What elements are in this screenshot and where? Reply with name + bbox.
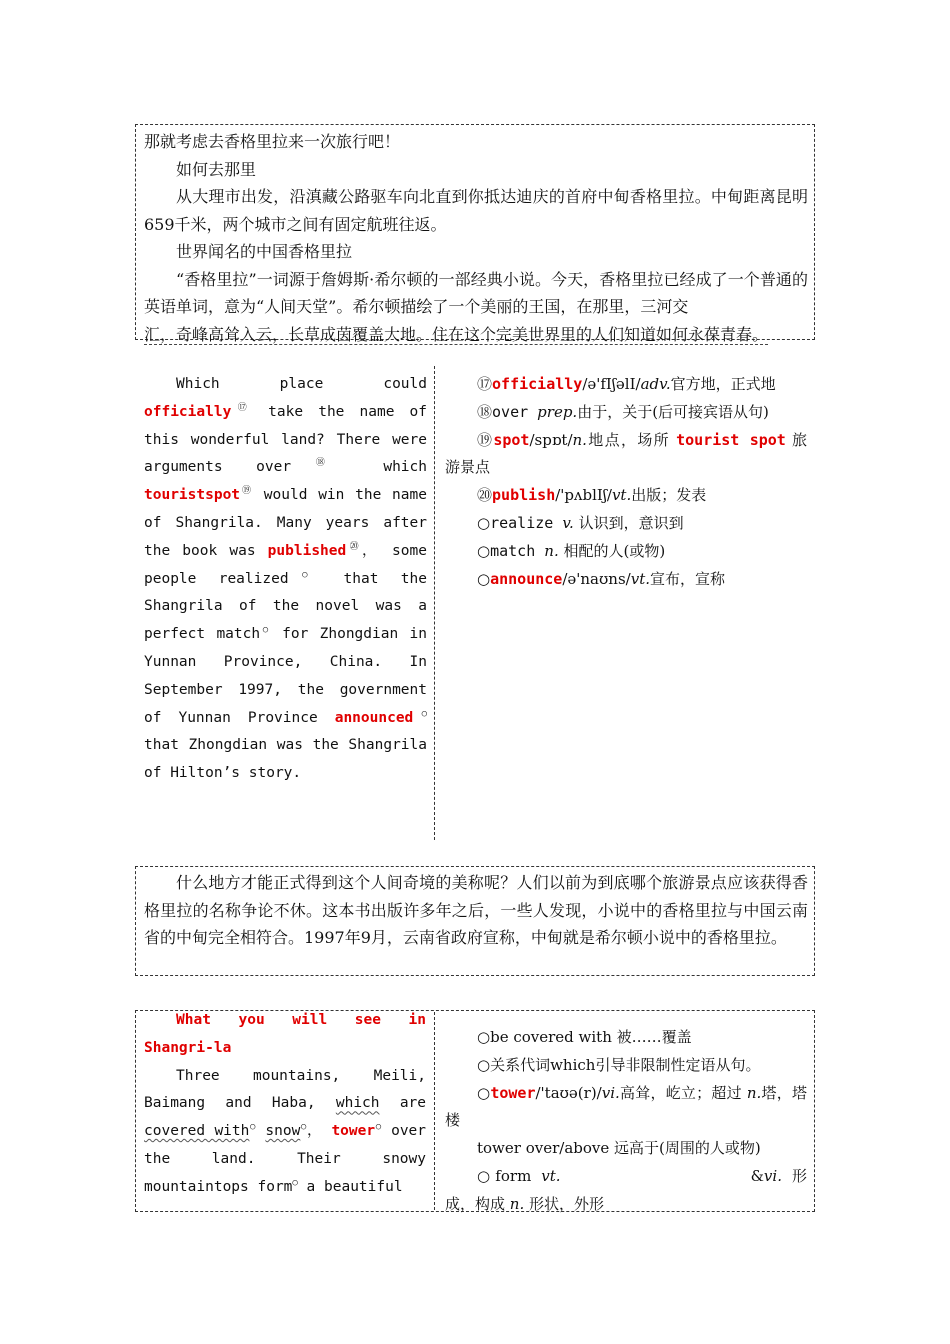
vocabulary-notes-2 — [445, 1024, 807, 1219]
section-heading: What you will see in Shangri-la — [144, 1012, 426, 1056]
note-over: ⑱over prep.由于，关于(后可接宾语从句) — [477, 402, 769, 421]
note-be-covered-with: ○be covered with 被……覆盖 — [477, 1028, 692, 1046]
note-which-clause: ○关系代词which引导非限制性定语从句。 — [477, 1055, 761, 1074]
column-divider — [434, 1012, 435, 1210]
translation-line: 那就考虑去香格里拉来一次旅行吧！ — [144, 132, 401, 151]
vocabulary-notes-1 — [445, 371, 807, 593]
note-tower: ○tower/'taʊə(r)/vi.高耸，屹立；超过 n.塔，塔楼 — [445, 1083, 807, 1130]
note-realize: ○realize v. 认识到，意识到 — [477, 513, 684, 532]
note-publish: ⑳publish/'pʌblIʃ/vt.出版；发表 — [477, 486, 707, 505]
note-announce: ○announce/ə'naʊns/vt.宣布，宣称 — [477, 569, 726, 588]
note-tower-over: tower over/above 远高于(周围的人或物) — [477, 1139, 761, 1158]
note-match: ○match n. 相配的人(或物) — [477, 541, 666, 560]
translation-paragraph-end: 汇，奇峰高耸入云，长草成茵覆盖大地。住在这个完美世界里的人们知道如何永葆青春。 — [144, 324, 769, 344]
english-passage-1: Which place could officially⑰ take the name of this wonderful land? There were arguments over⑱ which touristspot⑲ would win the name of Shangrila. Many years after the book was published⑳， some people realized○ that the Shangrila of the novel was a perfect match○ for Zhongdian in Yunnan Province, China. In September 1997, the government of Yunnan Province announced○ that Zhongdian was the Shangrila of Hilton’s story. — [144, 376, 428, 782]
keyword-announced: announced — [334, 709, 414, 726]
keyword-published: published — [267, 542, 347, 559]
note-officially: ⑰officially/ə'fIʃəlI/adv.官方地，正式地 — [477, 375, 776, 393]
translation-paragraph: 什么地方才能正式得到这个人间奇境的美称呢？人们以前为到底哪个旅游景点应该获得香格里拉的名称争论不休。这本书出版许多年之后，一些人发现，小说中的香格里拉与中国云南省的中甸完全相符合。1997年9月，云南省政府宣称，中甸就是希尔顿小说中的香格里拉。 — [144, 873, 808, 947]
translation-box-1 — [135, 124, 815, 344]
keyword-officially: officially — [144, 403, 232, 420]
note-spot: ⑲spot/spɒt/n.地点，场所 tourist spot 旅游景点 — [445, 430, 807, 477]
translation-paragraph: 从大理市出发，沿滇藏公路驱车向北直到你抵达迪庆的首府中甸香格里拉。中甸距离昆明659千米，两个城市之间有固定航班往返。 — [144, 187, 808, 234]
translation-paragraph: “香格里拉”一词源于詹姆斯·希尔顿的一部经典小说。今天，香格里拉已经成了一个普通的英语单词，意为“人间天堂”。希尔顿描绘了一个美丽的王国，在那里，三河交 — [144, 269, 808, 316]
english-passage-2: What you will see in Shangri-la Three mountains, Meili, Baimang and Haba, which are covered with○ snow○， tower○ over the land. Their snowy mountaintops form○ a beautiful — [144, 1007, 426, 1202]
keyword-touristspot: touristspot — [144, 487, 241, 504]
translation-heading: 如何去那里 — [176, 159, 257, 179]
translation-heading: 世界闻名的中国香格里拉 — [176, 242, 353, 261]
keyword-tower: tower — [331, 1123, 376, 1140]
note-form: ○form vt. &vi. 形成，构成 n. 形状，外形 — [445, 1166, 807, 1213]
translation-box-2 — [135, 866, 815, 976]
column-divider — [434, 366, 435, 840]
